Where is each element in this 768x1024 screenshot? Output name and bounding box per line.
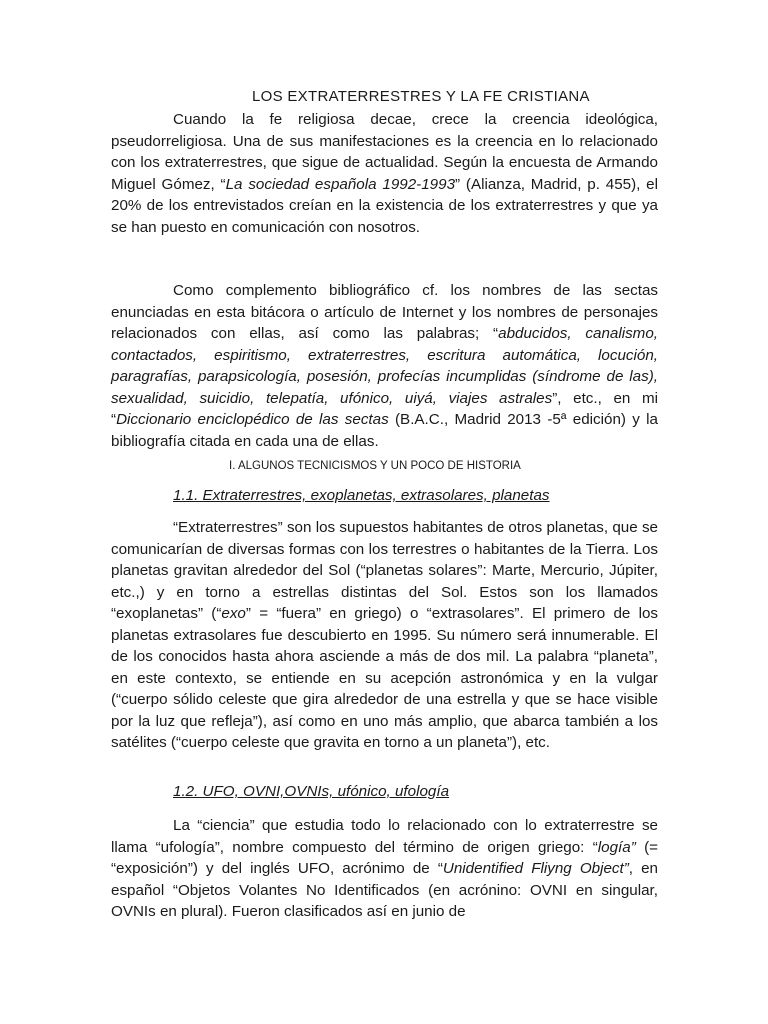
italic-acronym-expansion: Unidentified Fliyng Object” bbox=[442, 860, 629, 877]
text-run: ” = “fuera” en griego) o “extrasolares”. El primero de los planetas extrasolares fue descubierto en 1995. Su número será innumerable. El de los conocidos hasta ahora asciende a más de dos mil. La palabra “planeta”, en este contexto, se entiende en su acepción astronómica y en la vulgar (“cuerpo sólido celeste que gira alrededor de una estrella y que se hace visible por la luz que refleja”), así como en uno más amplio, que abarca también a los satélites (“cuerpo celeste que gravita en torno a un planeta”), etc. bbox=[111, 605, 658, 751]
subheading-1-1: 1.1. Extraterrestres, exoplanetas, extrasolares, planetas bbox=[173, 487, 550, 504]
italic-dictionary-title: Diccionario enciclopédico de las sectas bbox=[116, 411, 389, 428]
italic-term: logía” bbox=[597, 838, 636, 856]
paragraph-ufologia bbox=[111, 815, 658, 923]
paragraph-intro bbox=[111, 109, 658, 238]
section-heading: I. ALGUNOS TECNICISMOS Y UN POCO DE HISTORIA bbox=[229, 460, 521, 472]
paragraph-bibliography bbox=[111, 280, 658, 452]
italic-term: exo bbox=[221, 605, 246, 622]
text-run: “Extraterrestres” son los supuestos habitantes de otros planetas, que se comunicarían de diversas formas con los terrestres o habitantes de la Tierra. Los planetas gravitan alrededor del Sol (“planetas solares”: Marte, Mercurio, Júpiter, etc.,) y en torno a estrellas distintas del Sol. Estos son los llamados “exoplanetas” (“ bbox=[111, 519, 658, 622]
document-title: LOS EXTRATERRESTRES Y LA FE CRISTIANA bbox=[252, 88, 590, 105]
text-run: ” (Alianza, Madrid, p. 455), el 20% de los entrevistados creían en la existencia de los extraterrestres y que ya se han puesto en comunicación con nosotros. bbox=[111, 175, 658, 236]
subheading-1-2: 1.2. UFO, OVNI,OVNIs, ufónico, ufología bbox=[173, 783, 450, 800]
italic-word-list: abducidos, canalismo, contactados, espiritismo, extraterrestres, escritura automática, locución, paragrafías, parapsicología, posesión, profecías incumplidas (síndrome de las), sexualidad, suicidio, telepatía, ufónico, uiyá, viajes astrales bbox=[111, 325, 658, 407]
text-run: Cuando la fe religiosa decae, crece la creencia ideológica, pseudorreligiosa. Una de sus manifestaciones es la creencia en lo relacionado con los extraterrestres, que sigue de actualidad. Según la encuesta de Armando Miguel Gómez, “ bbox=[111, 111, 658, 193]
text-run: La “ciencia” que estudia todo lo relacionado con lo extraterrestre se llama “ufología”, nombre compuesto del término de origen griego: “ bbox=[111, 817, 658, 856]
text-run: (= “exposición”) y del inglés UFO, acrónimo de “ bbox=[111, 838, 659, 877]
paragraph-extraterrestres bbox=[111, 517, 658, 754]
text-run: Como complemento bibliográfico cf. los nombres de las sectas enunciadas en esta bitácora o artículo de Internet y los nombres de personajes relacionados con ellas, así como las palabras; “ bbox=[111, 282, 658, 342]
text-run: , en español “Objetos Volantes No Identificados (en acrónino: OVNI en singular, OVNIs en plural). Fueron clasificados así en junio de bbox=[111, 860, 658, 920]
text-run: (B.A.C., Madrid 2013 -5ª edición) y la bibliografía citada en cada una de ellas. bbox=[111, 411, 658, 450]
text-run: ”, etc., en mi “ bbox=[111, 389, 658, 428]
italic-book-title: La sociedad española 1992-1993 bbox=[225, 175, 456, 193]
